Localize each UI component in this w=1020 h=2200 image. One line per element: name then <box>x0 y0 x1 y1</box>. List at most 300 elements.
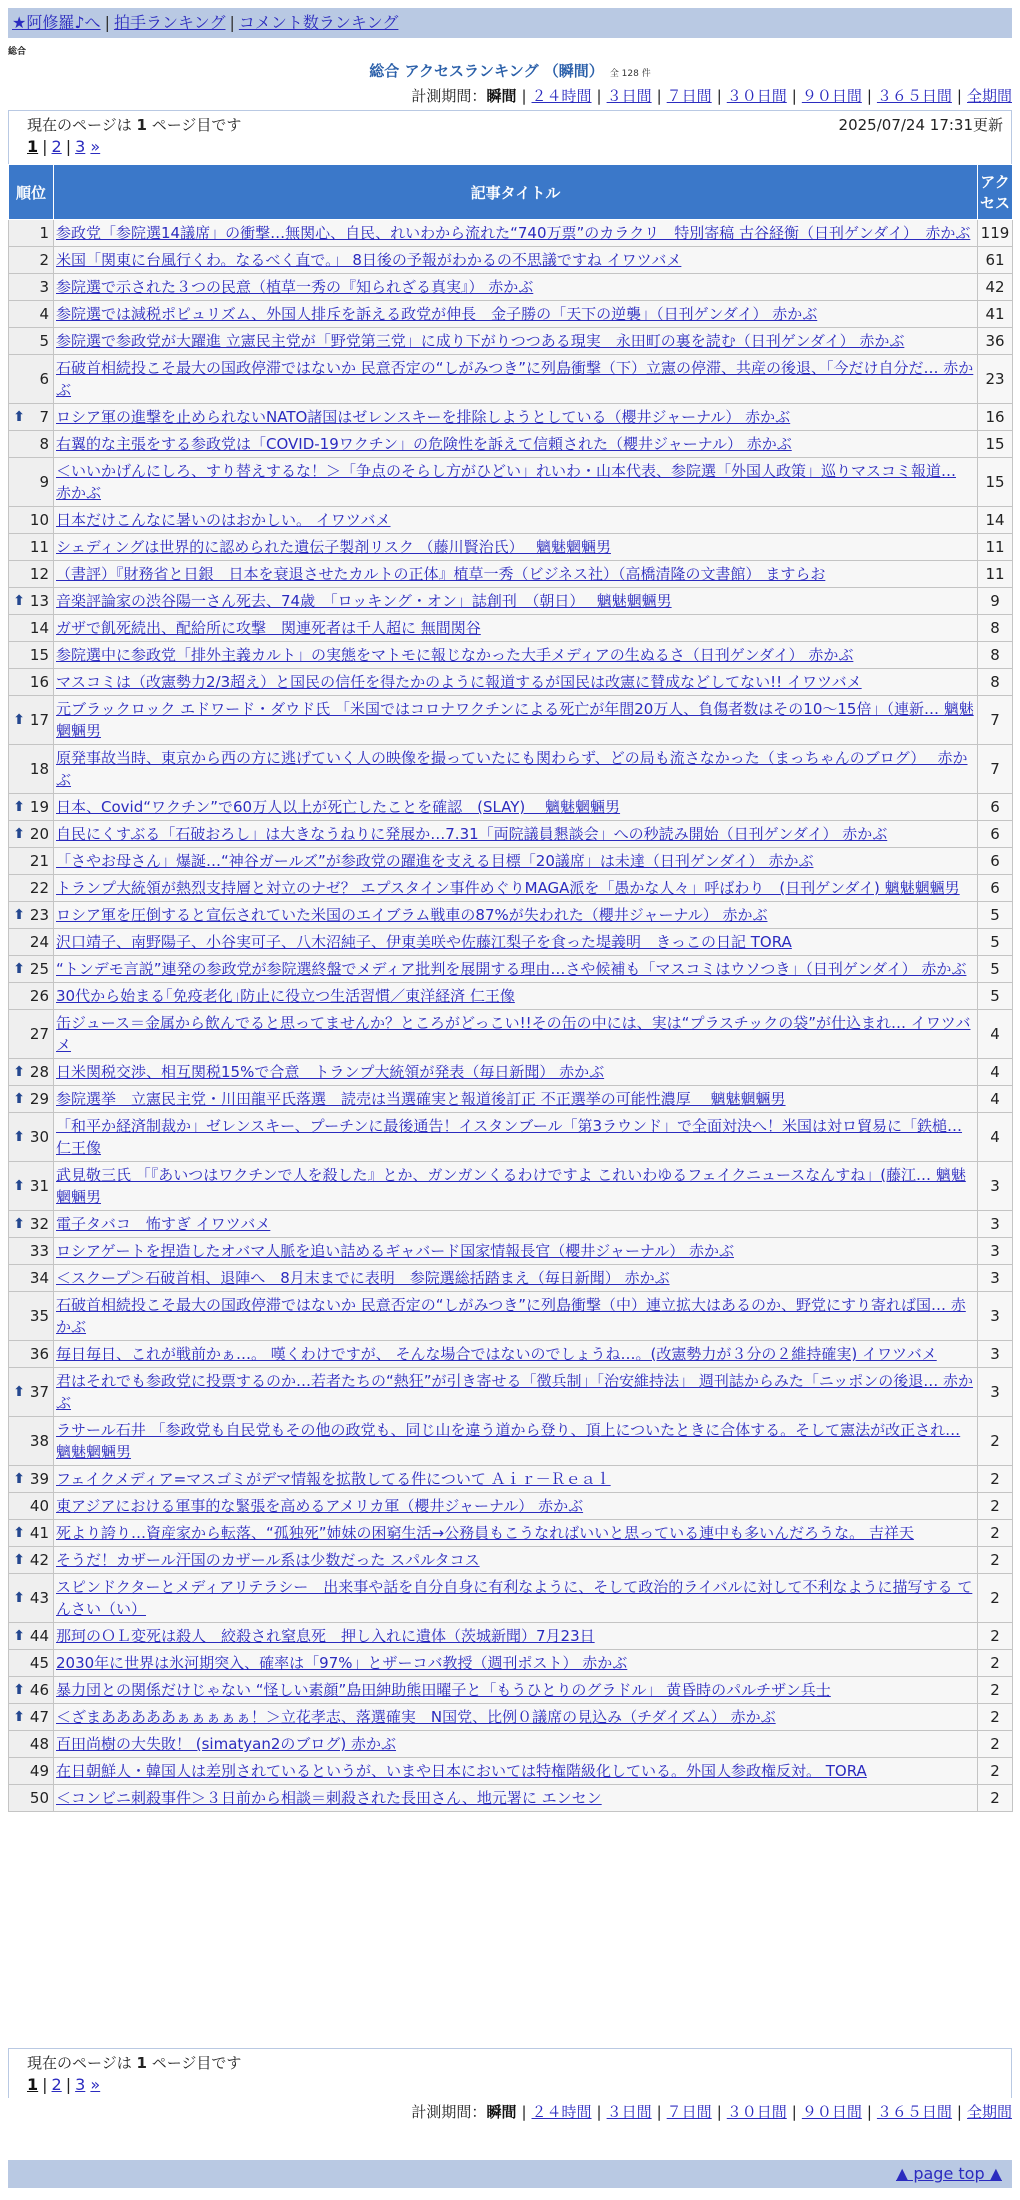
rank-number: 16 <box>29 673 49 691</box>
period-link-3d[interactable]: ３日間 <box>606 2103 652 2121</box>
article-link[interactable]: 原発事故当時、東京から西の方に逃げていく人の映像を撮っていたにも関わらず、どの局も流さなかった（まっちゃんのブログ） 赤かぶ <box>56 749 968 789</box>
access-count: 7 <box>978 745 1013 794</box>
article-link[interactable]: 参院選で示された３つの民意（植草一秀の『知られざる真実』） 赤かぶ <box>56 278 534 296</box>
title-cell <box>54 1547 978 1574</box>
period-link-24h[interactable]: ２４時間 <box>531 2103 592 2121</box>
rank-cell <box>9 1731 54 1758</box>
article-link[interactable]: 右翼的な主張をする参政党は「COVID-19ワクチン」の危険性を訴えて信頼された（櫻井ジャーナル） 赤かぶ <box>56 435 792 453</box>
access-count: 6 <box>978 848 1013 875</box>
title-cell <box>54 1162 978 1211</box>
title-cell <box>54 1417 978 1466</box>
rank-cell <box>9 1162 54 1211</box>
title-cell <box>54 956 978 983</box>
table-row <box>9 301 1013 328</box>
rank-number: 36 <box>29 1345 49 1363</box>
table-row <box>9 404 1013 431</box>
rank-cell <box>9 534 54 561</box>
table-row <box>9 1211 1013 1238</box>
rank-number: 43 <box>29 1589 49 1607</box>
article-link[interactable]: ロシア軍を圧倒すると宣伝されていた米国のエイブラム戦車の87%が失われた（櫻井ジャーナル） 赤かぶ <box>56 906 768 924</box>
title-cell <box>54 1704 978 1731</box>
rank-cell <box>9 247 54 274</box>
rank-number: 20 <box>29 825 49 843</box>
up-arrow-icon: ⬆ <box>13 907 25 923</box>
table-row <box>9 642 1013 669</box>
title-cell <box>54 1265 978 1292</box>
pager-link-3[interactable]: 3 <box>75 137 86 156</box>
access-count: 2 <box>978 1623 1013 1650</box>
table-row <box>9 1547 1013 1574</box>
pager-top: 1 | 2 | 3 » <box>27 137 101 156</box>
article-link[interactable]: 「和平か経済制裁か」ゼレンスキー、プーチンに最後通告！イスタンブール「第3ラウンド」で全面対決へ！米国は対ロ貿易に「鉄槌… 仁王像 <box>56 1117 963 1157</box>
period-link-30d[interactable]: ３０日間 <box>726 87 787 105</box>
rank-cell <box>9 274 54 301</box>
pager-next[interactable]: » <box>90 137 101 156</box>
article-link[interactable]: 缶ジュース＝金属から飲んでると思ってませんか？ところがどっこい!!その缶の中には、実は“プラスチックの袋”が仕込まれ… イワツバメ <box>56 1014 971 1054</box>
period-link-all[interactable]: 全期間 <box>966 87 1012 105</box>
up-arrow-icon: ⬆ <box>13 1064 25 1080</box>
article-link[interactable]: ＜いいかげんにしろ、すり替えするな！＞「争点のそらし方がひどい」れいわ・山本代表、参院選「外国人政策」巡りマスコミ報道… 赤かぶ <box>56 462 957 502</box>
article-link[interactable]: 元ブラックロック エドワード・ダウド氏 「米国ではコロナワクチンによる死亡が年間20万人、負傷者数はその10～15倍」（連新… 魑魅魍魎男 <box>56 700 974 740</box>
title-cell <box>54 247 978 274</box>
article-link[interactable]: 30代から始まる｢免疫老化｣防止に役立つ生活習慣／東洋経済 仁王像 <box>56 987 515 1005</box>
rank-cell <box>9 1368 54 1417</box>
rank-cell <box>9 301 54 328</box>
top-navigation <box>8 8 1012 38</box>
article-link[interactable]: シェディングは世界的に認められた遺伝子製剤リスク （藤川賢治氏） 魑魅魍魎男 <box>56 538 611 556</box>
article-link[interactable]: 電子タバコ 怖すぎ イワツバメ <box>56 1215 271 1233</box>
access-count: 4 <box>978 1086 1013 1113</box>
article-link[interactable]: ＜スクープ＞石破首相、退陣へ 8月末までに表明 参院選総括踏まえ（毎日新聞） 赤かぶ <box>56 1269 670 1287</box>
rank-cell <box>9 1341 54 1368</box>
pager-link-3[interactable]: 3 <box>75 2075 86 2094</box>
rank-number: 22 <box>29 879 49 897</box>
article-link[interactable]: ガザで飢死続出、配給所に攻撃 関連死者は千人超に 無間関谷 <box>56 619 481 637</box>
rank-cell <box>9 1086 54 1113</box>
table-header-row <box>9 165 1013 220</box>
rank-number: 18 <box>29 760 49 778</box>
rank-cell <box>9 1574 54 1623</box>
title-cell <box>54 821 978 848</box>
period-link-all[interactable]: 全期間 <box>966 2103 1012 2121</box>
article-link[interactable]: ラサール石井 「参政党も自民党もその他の政党も、同じ山を違う道から登り、頂上についたときに合体する。そして憲法が改正され… 魑魅魍魎男 <box>56 1421 961 1461</box>
article-link[interactable]: 在日朝鮮人・韓国人は差別されているというが、いまや日本においては特権階級化している。外国人参政権反対。 TORA <box>56 1762 867 1780</box>
rank-number: 38 <box>29 1432 49 1450</box>
period-link-365d[interactable]: ３６５日間 <box>876 87 952 105</box>
title-cell <box>54 1758 978 1785</box>
rank-cell <box>9 1211 54 1238</box>
ranking-table <box>8 164 1013 1812</box>
table-row <box>9 1162 1013 1211</box>
article-link[interactable]: フェイクメディア=マスゴミがデマ情報を拡散してる件について Ａｉｒ－Ｒｅａｌ <box>56 1470 611 1488</box>
article-link[interactable]: 日本だけこんなに暑いのはおかしい。 イワツバメ <box>56 511 391 529</box>
table-row <box>9 561 1013 588</box>
title-cell <box>54 220 978 247</box>
nav-separator: | <box>104 13 110 32</box>
title-cell <box>54 1341 978 1368</box>
article-link[interactable]: 暴力団との関係だけじゃない “怪しい素顔”島田紳助熊田曜子と「もうひとりのグラドル」 黄昏時のパルチザン兵士 <box>56 1681 831 1699</box>
rank-number: 37 <box>29 1383 49 1401</box>
table-row <box>9 1650 1013 1677</box>
page-title: 総合 アクセスランキング （瞬間） <box>369 62 604 80</box>
access-count: 2 <box>978 1547 1013 1574</box>
nav-link-applause-ranking[interactable]: 拍手ランキング <box>113 13 226 32</box>
table-row <box>9 902 1013 929</box>
article-link[interactable]: マスコミは（改憲勢力2/3超え）と国民の信任を得たかのように報道するが国民は改憲に賛成などしてない!! イワツバメ <box>56 673 862 691</box>
table-row <box>9 588 1013 615</box>
access-count: 3 <box>978 1265 1013 1292</box>
table-row <box>9 745 1013 794</box>
table-row <box>9 1417 1013 1466</box>
title-cell <box>54 1731 978 1758</box>
section-label: 総合 <box>8 47 27 57</box>
rank-number: 7 <box>39 408 49 426</box>
rank-number: 25 <box>29 960 49 978</box>
access-count: 3 <box>978 1292 1013 1341</box>
title-cell <box>54 534 978 561</box>
pager-next[interactable]: » <box>90 2075 101 2094</box>
rank-number: 23 <box>29 906 49 924</box>
period-link-90d[interactable]: ９０日間 <box>801 87 862 105</box>
table-row <box>9 1623 1013 1650</box>
access-count: 15 <box>978 458 1013 507</box>
article-link[interactable]: 石破首相続投こそ最大の国政停滞ではないか 民意否定の“しがみつき”に列島衝撃（中）連立拡大はあるのか、野党にすり寄れば国… 赤かぶ <box>56 1296 966 1336</box>
access-count: 4 <box>978 1059 1013 1086</box>
title-cell <box>54 1493 978 1520</box>
rank-number: 3 <box>39 278 49 296</box>
article-link[interactable]: 米国「関東に台風行くわ。なるべく直で。」 8日後の予報がわかるの不思議ですね イワツバメ <box>56 251 682 269</box>
rank-cell <box>9 1238 54 1265</box>
table-row <box>9 1238 1013 1265</box>
rank-cell <box>9 561 54 588</box>
title-cell <box>54 1677 978 1704</box>
header-title: 記事タイトル <box>54 165 978 220</box>
header-count: アクセス <box>978 165 1013 220</box>
title-cell <box>54 328 978 355</box>
period-selector-bottom: 計測期間：瞬間 | ２４時間 | ３日間 | ７日間 | ３０日間 | ９０日間 | ３６５日間 | 全期間 <box>411 2103 1012 2121</box>
rank-number: 17 <box>29 711 49 729</box>
title-cell <box>54 794 978 821</box>
rank-number: 40 <box>29 1497 49 1515</box>
access-count: 2 <box>978 1650 1013 1677</box>
table-row <box>9 956 1013 983</box>
page-top-link[interactable]: ▲ page top ▲ <box>895 2164 1002 2183</box>
title-cell <box>54 902 978 929</box>
up-arrow-icon: ⬆ <box>13 1628 25 1644</box>
title-cell <box>54 1238 978 1265</box>
rank-cell <box>9 615 54 642</box>
table-row <box>9 534 1013 561</box>
table-row <box>9 669 1013 696</box>
access-count: 3 <box>978 1368 1013 1417</box>
rank-cell <box>9 1785 54 1812</box>
table-row <box>9 1113 1013 1162</box>
table-row <box>9 983 1013 1010</box>
rank-cell <box>9 458 54 507</box>
rank-cell <box>9 1493 54 1520</box>
access-count: 61 <box>978 247 1013 274</box>
access-count: 5 <box>978 956 1013 983</box>
pager-link-2[interactable]: 2 <box>51 2075 62 2094</box>
updated-timestamp: 2025/07/24 17:31更新 <box>838 116 1003 134</box>
title-cell <box>54 1010 978 1059</box>
rank-number: 6 <box>39 370 49 388</box>
article-link[interactable]: 参院選中に参政党「排外主義カルト」の実態をマトモに報じなかった大手メディアの生ぬるさ（日刊ゲンダイ） 赤かぶ <box>56 646 854 664</box>
article-link[interactable]: ロシア軍の進撃を止められないNATO諸国はゼレンスキーを排除しようとしている（櫻井ジャーナル） 赤かぶ <box>56 408 791 426</box>
up-arrow-icon: ⬆ <box>13 961 25 977</box>
rank-number: 42 <box>29 1551 49 1569</box>
period-selector-top: 計測期間：瞬間 | ２４時間 | ３日間 | ７日間 | ３０日間 | ９０日間 | ３６５日間 | 全期間 <box>411 87 1012 105</box>
title-cell <box>54 848 978 875</box>
access-count: 2 <box>978 1520 1013 1547</box>
title-cell <box>54 696 978 745</box>
access-count: 2 <box>978 1493 1013 1520</box>
rank-number: 32 <box>29 1215 49 1233</box>
access-count: 23 <box>978 355 1013 404</box>
rank-cell <box>9 902 54 929</box>
table-row <box>9 1059 1013 1086</box>
title-cell <box>54 1466 978 1493</box>
access-count: 3 <box>978 1211 1013 1238</box>
article-link[interactable]: 日本、Covid“ワクチン”で60万人以上が死亡したことを確認 (SLAY) 魑魅魍魎男 <box>56 798 621 816</box>
article-link[interactable]: 日米関税交渉、相互関税15%で合意 トランプ大統領が発表（毎日新聞） 赤かぶ <box>56 1063 605 1081</box>
article-link[interactable]: 自民にくすぶる「石破おろし」は大きなうねりに発展か…7.31「両院議員懇談会」への秒読み開始（日刊ゲンダイ） 赤かぶ <box>56 825 888 843</box>
rank-cell <box>9 355 54 404</box>
rank-cell <box>9 1292 54 1341</box>
rank-cell <box>9 642 54 669</box>
article-link[interactable]: “トンデモ言説”連発の参政党が参院選終盤でメディア批判を展開する理由…さや候補も「マスコミはウソつき」（日刊ゲンダイ） 赤かぶ <box>56 960 967 978</box>
access-count: 2 <box>978 1731 1013 1758</box>
table-row <box>9 1520 1013 1547</box>
rank-number: 2 <box>39 251 49 269</box>
access-count: 5 <box>978 902 1013 929</box>
table-row <box>9 929 1013 956</box>
nav-link-asyura[interactable]: ★阿修羅♪へ <box>12 13 101 32</box>
article-link[interactable]: 参政党「参院選14議席」の衝撃…無関心、自民、れいわから流れた“740万票”のカラクリ 特別寄稿 古谷経衡（日刊ゲンダイ） 赤かぶ <box>56 224 971 242</box>
table-row <box>9 794 1013 821</box>
table-row <box>9 875 1013 902</box>
article-link[interactable]: 参院選では減税ポピュリズム、外国人排斥を訴える政党が伸長 金子勝の「天下の逆襲」（日刊ゲンダイ） 赤かぶ <box>56 305 818 323</box>
article-link[interactable]: 毎日毎日、これが戦前かぁ…。 嘆くわけですが、 そんな場合ではないのでしょうね…。(改憲勢力が３分の２維持確実) イワツバメ <box>56 1345 937 1363</box>
access-count: 4 <box>978 1010 1013 1059</box>
rank-number: 12 <box>29 565 49 583</box>
table-row <box>9 1785 1013 1812</box>
access-count: 6 <box>978 794 1013 821</box>
rank-cell <box>9 821 54 848</box>
table-row <box>9 1265 1013 1292</box>
up-arrow-icon: ⬆ <box>13 1552 25 1568</box>
period-link-7d[interactable]: ７日間 <box>666 2103 712 2121</box>
rank-number: 49 <box>29 1762 49 1780</box>
table-row <box>9 1466 1013 1493</box>
rank-number: 29 <box>29 1090 49 1108</box>
rank-cell <box>9 848 54 875</box>
table-row <box>9 848 1013 875</box>
pager-current: 1 <box>27 137 39 156</box>
rank-number: 41 <box>29 1524 49 1542</box>
rank-number: 26 <box>29 987 49 1005</box>
article-link[interactable]: 2030年に世界は氷河期突入、確率は「97%」とザーコバ教授（週刊ポスト） 赤かぶ <box>56 1654 628 1672</box>
table-row <box>9 696 1013 745</box>
rank-number: 44 <box>29 1627 49 1645</box>
article-link[interactable]: 沢口靖子、南野陽子、小谷実可子、八木沼純子、伊東美咲や佐藤江梨子を食った堤義明 きっこの日記 TORA <box>56 933 792 951</box>
rank-number: 31 <box>29 1177 49 1195</box>
rank-cell <box>9 431 54 458</box>
access-count: 3 <box>978 1341 1013 1368</box>
table-row <box>9 1368 1013 1417</box>
access-count: 3 <box>978 1238 1013 1265</box>
access-count: 5 <box>978 983 1013 1010</box>
access-count: 2 <box>978 1758 1013 1785</box>
title-cell <box>54 1086 978 1113</box>
access-count: 2 <box>978 1785 1013 1812</box>
title-cell <box>54 615 978 642</box>
rank-cell <box>9 745 54 794</box>
article-link[interactable]: 「さやお母さん」爆誕…“神谷ガールズ”が参政党の躍進を支える目標「20議席」は未達（日刊ゲンダイ） 赤かぶ <box>56 852 814 870</box>
title-cell <box>54 1574 978 1623</box>
article-link[interactable]: 東アジアにおける軍事的な緊張を高めるアメリカ軍（櫻井ジャーナル） 赤かぶ <box>56 1497 584 1515</box>
access-count: 15 <box>978 431 1013 458</box>
access-count: 5 <box>978 929 1013 956</box>
article-link[interactable]: スピンドクターとメディアリテラシー 出来事や話を自分自身に有利なように、そして政治的ライバルに対して不利なように描写する てんさい（い） <box>56 1578 973 1618</box>
article-link[interactable]: 那珂のＯＬ変死は殺人 絞殺され窒息死 押し入れに遺体（茨城新聞）7月23日 <box>56 1627 595 1645</box>
rank-cell <box>9 1113 54 1162</box>
up-arrow-icon: ⬆ <box>13 1709 25 1725</box>
table-row <box>9 1010 1013 1059</box>
rank-cell <box>9 983 54 1010</box>
title-cell <box>54 274 978 301</box>
article-link[interactable]: 百田尚樹の大失敗！ (simatyan2のブログ) 赤かぶ <box>56 1735 397 1753</box>
rank-number: 1 <box>39 224 49 242</box>
article-link[interactable]: 武見敬三氏 「『あいつはワクチンで人を殺した』とか、ガンガンくるわけですよ これいわゆるフェイクニュースなんすね」(藤江… 魑魅魍魎男 <box>56 1166 966 1206</box>
table-row <box>9 821 1013 848</box>
period-link-7d[interactable]: ７日間 <box>666 87 712 105</box>
rank-cell <box>9 1704 54 1731</box>
current-page-status: 現在のページは 1 ページ目です <box>27 116 242 134</box>
article-link[interactable]: ロシアゲートを捏造したオバマ人脈を追い詰めるギャバード国家情報長官（櫻井ジャーナル） 赤かぶ <box>56 1242 734 1260</box>
access-count: 2 <box>978 1574 1013 1623</box>
article-link[interactable]: 参院選挙 立憲民主党・川田龍平氏落選 読売は当選確実と報道後訂正 不正選挙の可能性濃厚 魑魅魍魎男 <box>56 1090 786 1108</box>
up-arrow-icon: ⬆ <box>13 1178 25 1194</box>
rank-number: 46 <box>29 1681 49 1699</box>
up-arrow-icon: ⬆ <box>13 1682 25 1698</box>
article-link[interactable]: そうだ！カザール汗国のカザール系は少数だった スパルタコス <box>56 1551 480 1569</box>
rank-number: 24 <box>29 933 49 951</box>
rank-number: 33 <box>29 1242 49 1260</box>
access-count: 8 <box>978 642 1013 669</box>
title-cell <box>54 1650 978 1677</box>
table-row <box>9 274 1013 301</box>
rank-number: 9 <box>39 473 49 491</box>
title-cell <box>54 431 978 458</box>
period-link-365d[interactable]: ３６５日間 <box>876 2103 952 2121</box>
rank-cell <box>9 1650 54 1677</box>
title-cell <box>54 1623 978 1650</box>
access-count: 9 <box>978 588 1013 615</box>
pager-link-2[interactable]: 2 <box>51 137 62 156</box>
table-row <box>9 1677 1013 1704</box>
article-link[interactable]: ＜コンビニ刺殺事件＞３日前から相談＝刺殺された長田さん、地元署に エンセン <box>56 1789 602 1807</box>
table-row <box>9 1704 1013 1731</box>
article-link[interactable]: 音楽評論家の渋谷陽一さん死去、74歳 「ロッキング・オン」誌創刊 （朝日） 魑魅魍魎男 <box>56 592 672 610</box>
rank-cell <box>9 956 54 983</box>
period-link-3d[interactable]: ３日間 <box>606 87 652 105</box>
up-arrow-icon: ⬆ <box>13 1525 25 1541</box>
table-row <box>9 1086 1013 1113</box>
rank-cell <box>9 1265 54 1292</box>
title-cell <box>54 875 978 902</box>
rank-number: 4 <box>39 305 49 323</box>
current-page-status: 現在のページは 1 ページ目です <box>27 2054 242 2072</box>
up-arrow-icon: ⬆ <box>13 1471 25 1487</box>
up-arrow-icon: ⬆ <box>13 1091 25 1107</box>
rank-cell <box>9 696 54 745</box>
up-arrow-icon: ⬆ <box>13 593 25 609</box>
table-row <box>9 355 1013 404</box>
title-cell <box>54 1368 978 1417</box>
rank-cell <box>9 588 54 615</box>
rank-number: 34 <box>29 1269 49 1287</box>
rank-number: 13 <box>29 592 49 610</box>
rank-cell <box>9 1059 54 1086</box>
article-link[interactable]: （書評）『財務省と日銀 日本を衰退させたカルトの正体』植草一秀（ビジネス社）（高橋清隆の文書館） ますらお <box>56 565 826 583</box>
article-link[interactable]: ＜ざまあああああぁぁぁぁぁ！＞立花孝志、落選確実 N国党、比例０議席の見込み（チダイズム） 赤かぶ <box>56 1708 776 1726</box>
table-row <box>9 247 1013 274</box>
period-link-24h[interactable]: ２４時間 <box>531 87 592 105</box>
article-link[interactable]: 参院選で参政党が大躍進 立憲民主党が「野党第三党」に成り下がりつつある現実 永田町の裏を読む（日刊ゲンダイ） 赤かぶ <box>56 332 905 350</box>
up-arrow-icon: ⬆ <box>13 1216 25 1232</box>
title-cell <box>54 1113 978 1162</box>
period-link-30d[interactable]: ３０日間 <box>726 2103 787 2121</box>
access-count: 2 <box>978 1466 1013 1493</box>
title-cell <box>54 458 978 507</box>
rank-number: 5 <box>39 332 49 350</box>
rank-cell <box>9 1758 54 1785</box>
title-cell <box>54 1211 978 1238</box>
article-link[interactable]: 石破首相続投こそ最大の国政停滞ではないか 民意否定の“しがみつき”に列島衝撃（下）立憲の停滞、共産の後退、「今だけ自分だ… 赤かぶ <box>56 359 974 399</box>
article-link[interactable]: 君はそれでも参政党に投票するのか…若者たちの“熱狂”が引き寄せる「徴兵制」「治安維持法」 週刊誌からみた「ニッポンの後退… 赤かぶ <box>56 1372 973 1412</box>
title-cell <box>54 301 978 328</box>
rank-cell <box>9 1547 54 1574</box>
rank-number: 11 <box>29 538 49 556</box>
table-row <box>9 1493 1013 1520</box>
access-count: 8 <box>978 669 1013 696</box>
title-cell <box>54 1520 978 1547</box>
rank-cell <box>9 507 54 534</box>
access-count: 36 <box>978 328 1013 355</box>
up-arrow-icon: ⬆ <box>13 1590 25 1606</box>
nav-separator: | <box>229 13 235 32</box>
title-cell <box>54 929 978 956</box>
rank-cell <box>9 1520 54 1547</box>
rank-cell <box>9 404 54 431</box>
status-panel-bottom <box>8 2048 1012 2098</box>
table-row <box>9 328 1013 355</box>
page-title-line <box>8 60 1012 81</box>
access-count: 4 <box>978 1113 1013 1162</box>
nav-link-comment-ranking[interactable]: コメント数ランキング <box>238 13 399 32</box>
table-row <box>9 507 1013 534</box>
table-row <box>9 1341 1013 1368</box>
title-cell <box>54 1292 978 1341</box>
article-link[interactable]: トランプ大統領が熱烈支持層と対立のナゼ？ エプスタイン事件めぐりMAGA派を「愚かな人々」呼ばわり (日刊ゲンダイ) 魑魅魍魎男 <box>56 879 960 897</box>
table-row <box>9 1574 1013 1623</box>
period-link-90d[interactable]: ９０日間 <box>801 2103 862 2121</box>
rank-number: 15 <box>29 646 49 664</box>
rank-number: 47 <box>29 1708 49 1726</box>
article-link[interactable]: 死より誇り…資産家から転落、“孤独死”姉妹の困窮生活→公務員もこうなればいいと思っている連中も多いんだろうな。 吉祥天 <box>56 1524 914 1542</box>
rank-number: 28 <box>29 1063 49 1081</box>
